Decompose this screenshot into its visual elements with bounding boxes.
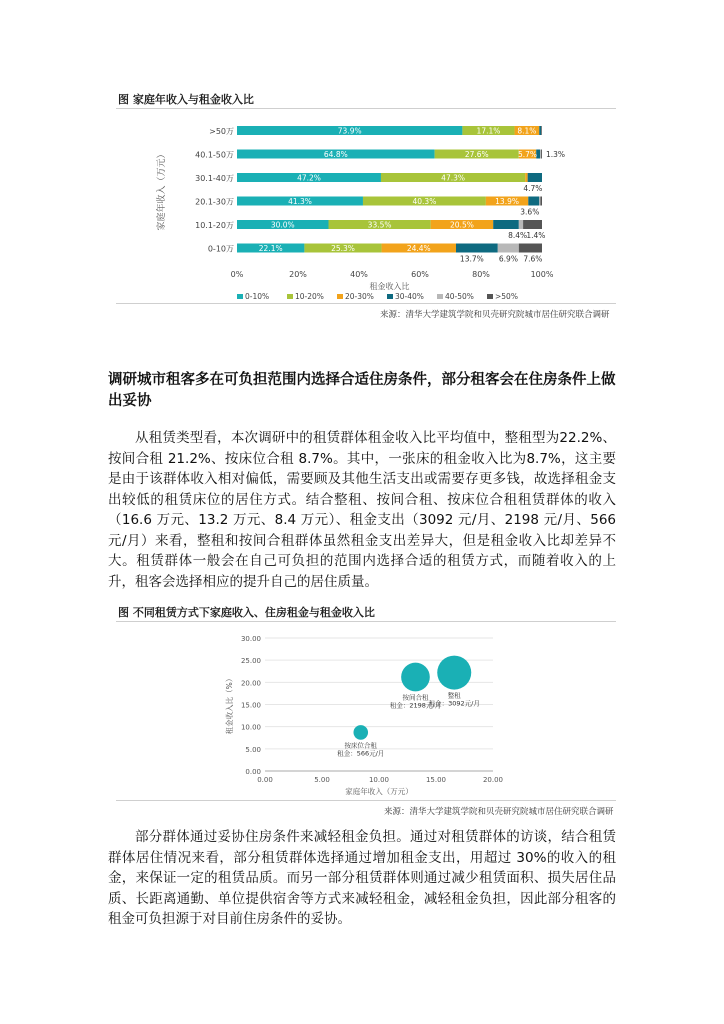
legend-swatch bbox=[487, 294, 493, 299]
paragraph-1: 从租赁类型看，本次调研中的租赁群体租金收入比平均值中，整租型为22.2%、按间合租 21.2%、按床位合租 8.7%。其中，一张床的租金收入比为8.7%，这主要是由于该群体收入相对偏低，需要顾及其他生活支出或需要存更多钱，故选择租金支出较低的租赁床位的居住方式。结合整租、按间合租、按床位合租租赁群体的收入（16.6 万元、13.2 万元、8.4 万元）、租金支出（3092 元/月、2198 元/月、566 元/月）来看，整租和按间合租群体虽然租金支出差异大，但是租金收入比却差异不大。租赁群体一般会在自己可负担的范围内选择合适的租赁方式，而随着收入的上升，租客会选择相应的提升自己的居住质量。 bbox=[108, 430, 616, 590]
bar-segment bbox=[541, 126, 542, 135]
data-label: 13.9% bbox=[495, 197, 519, 206]
bar-segment bbox=[493, 220, 519, 229]
category-tick-label: >50万 bbox=[209, 127, 234, 136]
data-label: 7.6% bbox=[523, 254, 543, 264]
x-tick-label: 20.00 bbox=[482, 776, 504, 784]
legend-swatch bbox=[237, 294, 243, 299]
bubble-rent-label: 租金：566元/月 bbox=[337, 749, 385, 758]
data-label: 5.7% bbox=[517, 150, 538, 159]
bar-segment bbox=[541, 150, 542, 159]
figure2-title: 图 不同租赁方式下家庭收入、住房租金与租金收入比 bbox=[118, 606, 375, 619]
y-tick-label: 20.00 bbox=[240, 679, 261, 688]
y-tick-label: 15.00 bbox=[240, 701, 261, 710]
figure1-rule bbox=[116, 108, 616, 109]
bubble-rent-label: 租金：3092元/月 bbox=[428, 699, 480, 708]
data-label: 1.3% bbox=[546, 150, 566, 159]
category-tick-label: 0-10万 bbox=[207, 244, 234, 254]
bar-segment bbox=[456, 244, 498, 253]
y-tick-label: 10.00 bbox=[240, 723, 261, 732]
legend-label: >50% bbox=[495, 292, 518, 301]
legend-label: 10-20% bbox=[295, 292, 324, 301]
legend-swatch bbox=[287, 294, 293, 299]
x-tick-label: 5.00 bbox=[314, 776, 330, 784]
data-label: 40.3% bbox=[412, 197, 437, 206]
legend-swatch bbox=[337, 294, 343, 299]
bar-segment bbox=[528, 197, 539, 206]
bubble bbox=[353, 725, 368, 740]
y-tick-label: 25.00 bbox=[240, 657, 261, 666]
y-tick-label: 5.00 bbox=[245, 745, 261, 754]
data-label: 22.1% bbox=[258, 244, 283, 253]
figure1-bottom-rule bbox=[116, 303, 616, 304]
bar-segment bbox=[519, 220, 523, 229]
bubble-name-label: 按床位合租 bbox=[344, 741, 378, 750]
y-tick-label: 30.00 bbox=[240, 635, 261, 643]
bubble-rent-label: 租金：2198元/月 bbox=[389, 701, 442, 710]
data-label: 24.4% bbox=[406, 244, 431, 253]
x-tick-label: 60% bbox=[411, 270, 429, 279]
data-label: 17.1% bbox=[476, 126, 501, 136]
data-label: 20.5% bbox=[450, 220, 474, 230]
legend-label: 30-40% bbox=[395, 292, 424, 301]
bar-segment bbox=[539, 197, 540, 206]
bar-segment bbox=[540, 150, 541, 159]
bar-segment bbox=[498, 244, 519, 253]
bubble-name-label: 整租 bbox=[447, 691, 461, 700]
data-label: 33.5% bbox=[367, 220, 392, 230]
x-tick-label: 15.00 bbox=[425, 776, 447, 784]
x-tick-label: 100% bbox=[530, 270, 554, 279]
data-label: 8.4% bbox=[508, 231, 528, 240]
legend-label: 0-10% bbox=[245, 292, 270, 301]
x-tick-label: 20% bbox=[289, 270, 307, 279]
category-tick-label: 30.1-40万 bbox=[195, 174, 234, 183]
legend-swatch bbox=[437, 294, 443, 299]
legend-label: 20-30% bbox=[345, 292, 374, 301]
x-tick-label: 80% bbox=[472, 270, 490, 279]
x-axis-title: 家庭年收入（万元） bbox=[345, 787, 413, 796]
bubble bbox=[437, 656, 471, 690]
data-label: 3.6% bbox=[520, 207, 540, 217]
bar-segment bbox=[519, 244, 542, 253]
figure2-rule bbox=[116, 621, 616, 622]
data-label: 8.1% bbox=[517, 126, 537, 136]
x-tick-label: 0% bbox=[230, 270, 244, 279]
category-tick-label: 10.1-20万 bbox=[195, 221, 234, 230]
bar-segment bbox=[540, 197, 542, 206]
y-tick-label: 0.00 bbox=[245, 768, 261, 776]
category-tick-label: 20.1-30万 bbox=[195, 197, 234, 207]
income-rent-ratio-stacked-bar-chart bbox=[150, 118, 620, 308]
bar-segment bbox=[528, 173, 542, 182]
x-tick-label: 0.00 bbox=[257, 776, 273, 784]
data-label: 1.4% bbox=[526, 231, 546, 240]
data-label: 41.3% bbox=[288, 197, 312, 206]
figure2-bottom-rule bbox=[116, 800, 616, 801]
legend-label: 40-50% bbox=[445, 292, 474, 301]
y-axis-title: 租金收入比（%） bbox=[225, 674, 234, 735]
data-label: 6.9% bbox=[498, 254, 518, 264]
figure1-source: 来源：清华大学建筑学院和贝壳研究院城市居住研究联合调研 bbox=[380, 310, 610, 320]
data-label: 30.0% bbox=[270, 220, 295, 230]
data-label: 73.9% bbox=[337, 126, 362, 136]
data-label: 27.6% bbox=[464, 150, 489, 159]
figure1-title: 图 家庭年收入与租金收入比 bbox=[118, 93, 254, 106]
x-tick-label: 40% bbox=[350, 270, 368, 279]
paragraph-2: 部分群体通过妥协住房条件来减轻租金负担。通过对租赁群体的访谈，结合租赁群体居住情况来看，部分租赁群体选择通过增加租金支出，用超过 30%的收入的租金，来保证一定的租赁品质。而另一部分租赁群体则通过减少租赁面积、损失居住品质、长距离通勤、单位提供宿舍等方式来减轻租金，减轻租金负担，因此部分租客的租金可负担源于对目前住房条件的妥协。 bbox=[108, 829, 616, 927]
data-label: 25.3% bbox=[331, 244, 355, 253]
y-axis-title: 家庭年收入（万元） bbox=[157, 149, 167, 231]
bubble-name-label: 按间合租 bbox=[402, 693, 429, 702]
section-heading: 调研城市租客多在可负担范围内选择合适住房条件，部分租客会在住房条件上做出妥协 bbox=[108, 372, 616, 409]
bar-segment bbox=[525, 173, 527, 182]
rental-type-bubble-chart bbox=[215, 628, 535, 800]
x-axis-title: 租金收入比 bbox=[369, 282, 410, 291]
bubble bbox=[401, 663, 430, 692]
bar-segment bbox=[539, 126, 541, 135]
data-label: 4.7% bbox=[523, 184, 543, 193]
legend-swatch bbox=[387, 294, 393, 299]
data-label: 47.2% bbox=[297, 173, 321, 183]
data-label: 13.7% bbox=[459, 254, 484, 264]
x-tick-label: 10.00 bbox=[368, 776, 390, 784]
data-label: 47.3% bbox=[441, 173, 466, 183]
figure2-source: 来源：清华大学建筑学院和贝壳研究院城市居住研究联合调研 bbox=[384, 807, 614, 817]
data-label: 64.8% bbox=[323, 150, 348, 159]
category-tick-label: 40.1-50万 bbox=[195, 150, 234, 160]
bar-segment bbox=[523, 220, 542, 229]
